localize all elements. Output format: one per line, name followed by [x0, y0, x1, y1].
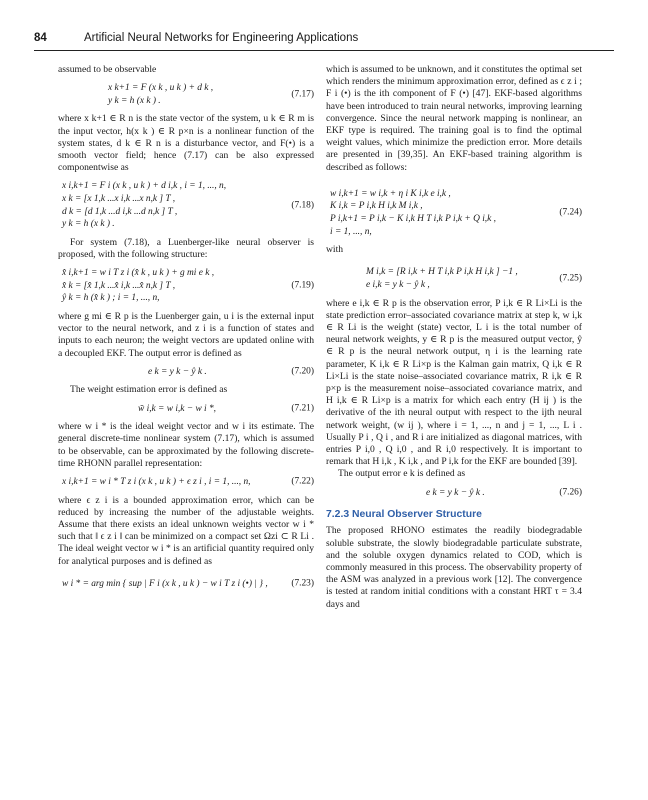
page-header [34, 32, 614, 48]
paragraph: The proposed RHONO estimates the readily biodegradable soluble substrate, the slowly biodegradable particulate substrate, and the soluble oxygen dynamics related to COD, which is commonly measured in this process. The observability property of the ASM was analyzed in a previous work [12]. The convergence is tested at random initial conditions with a constant HRT τ = 3.4 days and [326, 525, 582, 610]
equation-7-18: x i,k+1 = F i (x k , u k ) + d i,k , i = 1, ..., n, x k = [x 1,k ...x i,k ...x n,k ] T , d k = [d 1,k ...d i,k ...d n,k ] T , y k = h (x k ) . (7.18) [62, 181, 314, 230]
page-number: 84 [34, 32, 47, 44]
equation-7-19: x̂ i,k+1 = w i T z i (x̂ k , u k ) + g mi e k , x̂ k = [x̂ 1,k ...x̂ i,k ...x̂ n,k ] T , ŷ k = h (x̂ k ) ; i = 1, ..., n, (7.19) [62, 268, 314, 304]
paragraph: where x k+1 ∈ R n is the state vector of the system, u k ∈ R m is the input vector, h(x k ) ∈ R p×n is a nonlinear function of the system states, d k ∈ R n is a disturbance vector, and F(•) is a smooth vector field; hence (7.17) can be also expressed componentwise as [58, 113, 314, 174]
equation-number: (7.18) [291, 200, 314, 211]
equation-7-24: w i,k+1 = w i,k + η i K i,k e i,k , K i,k = P i,k H i,k M i,k , P i,k+1 = P i,k − K i,k H T i,k P i,k + Q i,k , i = 1, ..., n, (7.24) [330, 188, 582, 237]
paragraph: where e i,k ∈ R p is the observation error, P i,k ∈ R Li×Li is the state prediction error–associated covariance matrix at step k, w i,k ∈ R Li is the weight (state) vector, L i is the total number of neural network weights, y ∈ R p is the measured output vector, ŷ ∈ R p is the neural network output, η i is the learning rate parameter, K i,k ∈ R Li×p is the Kalman gain matrix, Q i,k ∈ R Li×Li is the state noise–associated covariance matrix, R i,k ∈ R p×p is the measurement noise–associated covariance matrix, and H i,k ∈ R Li×p is a matrix for which each entry (H ij ) is the derivative of the ith neural output with respect to the ijth neural network weight, (w ij ), where i = 1, ..., n and j = 1, ..., L i . Usually P i , Q i , and R i are initialized as diagonal matrices, with entries P i,0 , Q i,0 , and R i,0 respectively. It is important to remark that H i,k , K i,k , and P i,k for the EKF are bounded [39]. [326, 297, 582, 468]
equation-7-22: x i,k+1 = w i * T z i (x k , u k ) + ϵ z i , i = 1, ..., n, (7.22) [62, 476, 314, 487]
equation-7-20: e k = y k − ŷ k . (7.20) [148, 366, 314, 377]
paragraph: where w i * is the ideal weight vector and w i its estimate. The general discrete-time nonlinear system (7.17), which is assumed to be observable, can be approximated by the following discrete-time RHONN parallel representation: [58, 421, 314, 469]
equation-number: (7.19) [291, 280, 314, 291]
equation-7-23: w i * = arg min { sup | F i (x k , u k ) − w i T z i (•) | } , (7.23) [62, 578, 314, 589]
paragraph: where ϵ z i is a bounded approximation error, which can be reduced by increasing the number of the adjustable weights. Assume that there exists an ideal unknown weights vector w i * such that ‖ ϵ z i ‖ can be minimized on a compact set Ωzi ⊂ R Li . The ideal weight vector w i * is an artificial quantity required only for analytical purposes and is defined as [58, 494, 314, 567]
equation-number: (7.17) [291, 89, 314, 100]
equation-number: (7.25) [559, 273, 582, 284]
equation-number: (7.21) [291, 403, 314, 414]
paragraph: which is assumed to be unknown, and it constitutes the optimal set which renders the minimum approximation error, defined as ϵ z i ; F i (•) is the ith component of F (•) [47]. EKF-based algorithms have been introduced to train neural networks, improving learning convergence. Since the neural network mapping is nonlinear, an EKF type is required. The training goal is to find the optimal weight values, which minimize the prediction error. More details are presented in [39,35]. An EKF-based training algorithm is described as follows: [326, 64, 582, 173]
paragraph: assumed to be observable [58, 64, 157, 75]
paragraph: The weight estimation error is defined as [70, 384, 228, 396]
equation-7-17: x k+1 = F (x k , u k ) + d k , y k = h (x k ) . (7.17) [108, 83, 314, 106]
equation-number: (7.23) [291, 578, 314, 589]
section-heading: 7.2.3 Neural Observer Structure [326, 509, 482, 521]
paragraph: where g mi ∈ R p is the Luenberger gain, u i is the external input vector to the neural network, and z i is a function of states and inputs to each neuron; the weight vectors are updated online with a decoupled EKF. The output error is defined as [58, 310, 314, 359]
running-title: Artificial Neural Networks for Engineering Applications [84, 32, 359, 44]
equation-7-25: M i,k = [R i,k + H T i,k P i,k H i,k ] −1 , e i,k = y k − ŷ k , (7.25) [366, 267, 582, 290]
equation-number: (7.24) [559, 207, 582, 218]
equation-number: (7.26) [559, 487, 582, 498]
right-column [326, 64, 582, 611]
equation-number: (7.22) [291, 476, 314, 487]
equation-7-26: e k = y k − ŷ k . (7.26) [426, 487, 582, 498]
equation-number: (7.20) [291, 366, 314, 377]
left-column [58, 64, 314, 596]
paragraph: with [326, 244, 344, 256]
paragraph: The output error e k is defined as [338, 468, 466, 480]
paragraph: For system (7.18), a Luenberger-like neural observer is proposed, with the following structure: [58, 236, 314, 260]
equation-7-21: w̃ i,k = w i,k − w i *, (7.21) [138, 403, 314, 414]
header-rule [34, 50, 614, 51]
